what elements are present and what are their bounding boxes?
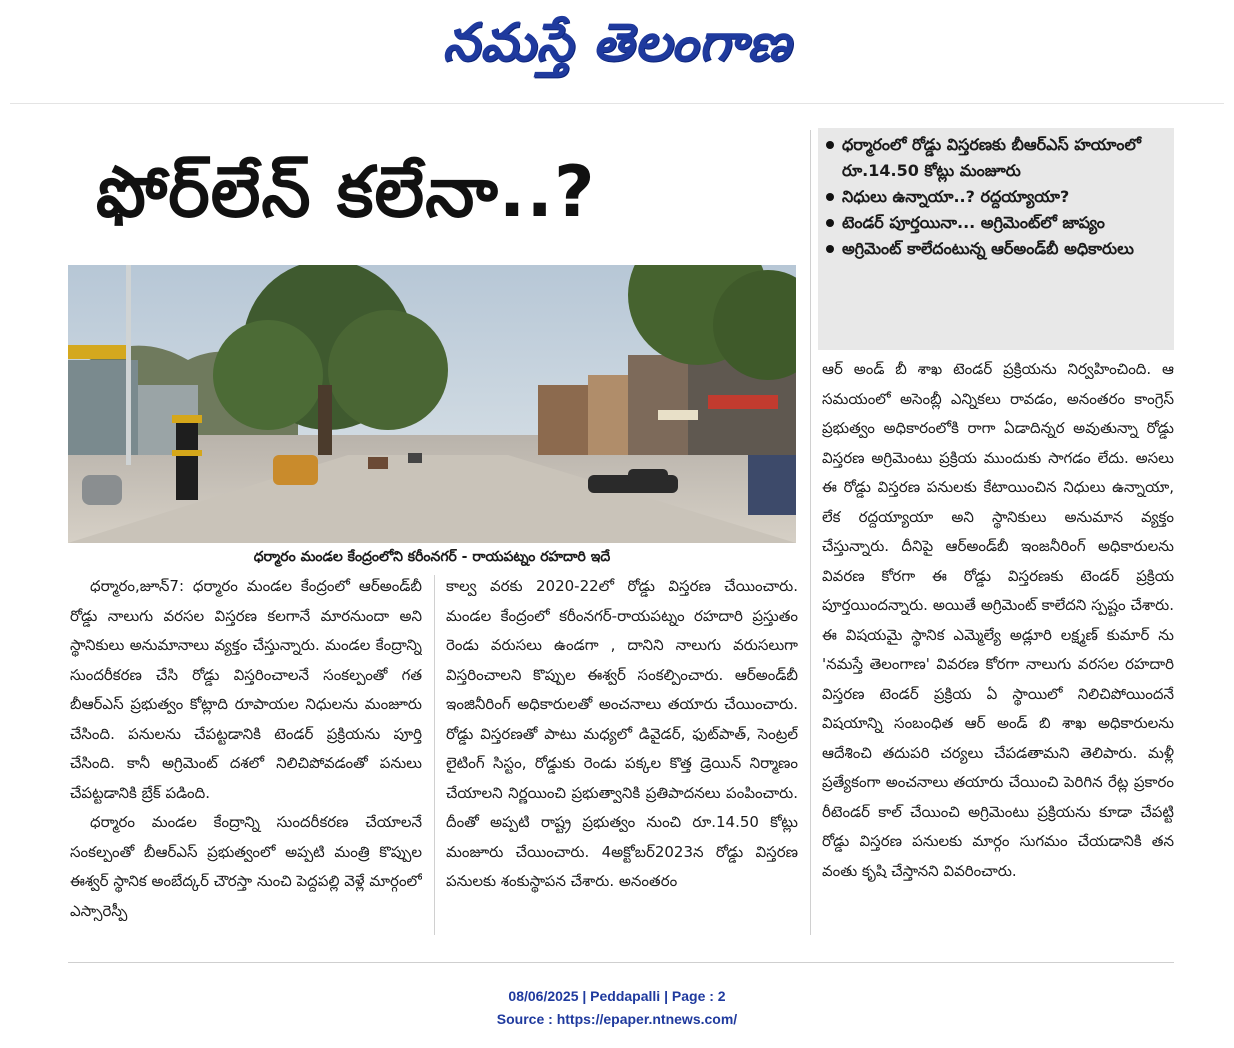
- street-photo-illustration: [68, 265, 796, 543]
- article-column-3: [822, 355, 1174, 945]
- article-column-1: [70, 572, 422, 942]
- newspaper-logo: నమస్తే తెలంగాణ: [442, 12, 792, 73]
- masthead: [0, 4, 1234, 94]
- highlight-item: ధర్మారంలో రోడ్డు విస్తరణకు బీఆర్ఎస్ హయాంలో రూ.14.50 కోట్లు మంజూరు: [826, 132, 1164, 184]
- source-link[interactable]: Source : https://epaper.ntnews.com/: [496, 1011, 738, 1027]
- column-divider: [810, 130, 811, 935]
- photo-caption: ధర్మారం మండల కేంద్రంలోని కరీంనగర్ - రాయపట్నం రహదారి ఇదే: [253, 549, 611, 565]
- masthead-divider: [10, 103, 1224, 104]
- article-headline: ఫోర్‌లేన్ కలేనా..?: [96, 151, 596, 233]
- article-paragraph: కాల్వ వరకు 2020-22లో రోడ్డు విస్తరణ చేయించారు. మండల కేంద్రంలో కరీంనగర్-రాయపట్నం రహదారి ప్రస్తుతం రెండు వరుసలు ఉండగా , దానిని నాలుగు వరుసలుగా విస్తరించాలని కొప్పుల ఈశ్వర్ సంకల్పించారు. ఆర్‌అండ్‌బీ ఇంజినీరింగ్ అధికారులతో అంచనాలు తయారు చేయించారు. రోడ్డు విస్తరణతో పాటు మధ్యలో డివైడర్, ఫుట్‌పాత్, సెంట్రల్ లైటింగ్ సిస్టం, రోడ్డుకు రెండు పక్కల కొత్త డ్రెయిన్ నిర్మాణం చేయాలని నిర్ణయించి ప్రభుత్వానికి ప్రతిపాదనలు పంపించారు. దీంతో అప్పటి రాష్ట్ర ప్రభుత్వం నుంచి రూ.14.50 కోట్లు మంజూరు చేయించారు. 4అక్టోబర్2023న రోడ్డు విస్తరణ పనులకు శంకుస్థాపన చేశారు. అనంతరం: [446, 577, 798, 890]
- article-paragraph: ధర్మారం మండల కేంద్రాన్ని సుందరీకరణ చేయాలనే సంకల్పంతో బీఆర్ఎస్ ప్రభుత్వంలో అప్పటి మంత్రి కొప్పుల ఈశ్వర్ స్థానిక అంబేద్కర్ చౌరస్తా నుంచి పెద్దపల్లి వెళ్లే మార్గంలో ఎస్సారెస్పీ: [70, 813, 422, 920]
- article-photo: [68, 265, 796, 543]
- article-column-2: [446, 572, 798, 942]
- article-paragraph: ధర్మారం,జూన్7: ధర్మారం మండల కేంద్రంలో ఆర్‌అండ్‌బీ రోడ్డు నాలుగు వరసల విస్తరణ కలగానే మారనుందా అని స్థానికులు అనుమానాలు వ్యక్తం చేస్తున్నారు. మండల కేంద్రాన్ని సుందరీకరణ చేసి రోడ్డు విస్తరించాలనే సంకల్పంతో గత బీఆర్ఎస్ ప్రభుత్వం కోట్లాది రూపాయల నిధులను మంజూరు చేసింది. పనులను చేపట్టడానికి టెండర్ ప్రక్రియను పూర్తి చేసింది. కానీ అగ్రిమెంట్ దశలో నిలిచిపోవడంతో పనులు చేపట్టడానికి బ్రేక్ పడింది.: [70, 577, 422, 802]
- footer-divider: [68, 962, 1174, 963]
- highlight-item: టెండర్ పూర్తయినా... అగ్రిమెంట్‌లో జాప్యం: [826, 210, 1164, 236]
- article-paragraph: ఆర్ అండ్ బీ శాఖ టెండర్ ప్రక్రియను నిర్వహించింది. ఆ సమయంలో అసెంబ్లీ ఎన్నికలు రావడం, అనంతరం కాంగ్రెస్ ప్రభుత్వం అధికారంలోకి రాగా ఏడాదిన్నర అవుతున్నా రోడ్డు విస్తరణ అగ్రిమెంటు ప్రక్రియ ముందుకు సాగడం లేదు. అసలు ఈ రోడ్డు విస్తరణ పనులకు కేటాయించిన నిధులు ఉన్నాయా, లేక రద్దయ్యాయా అని స్థానికులు అనుమాన వ్యక్తం చేస్తున్నారు. దీనిపై ఆర్‌అండ్‌బీ ఇంజనీరింగ్ అధికారులను వివరణ కోరగా ఈ రోడ్డు విస్తరణకు టెండర్ ప్రక్రియ పూర్తయిందన్నారు. అయితే అగ్రిమెంట్ కాలేదని స్పష్టం చేశారు. ఈ విషయమై స్థానిక ఎమ్మెల్యే అడ్లూరి లక్ష్మణ్ కుమార్ ను 'నమస్తే తెలంగాణ' వివరణ కోరగా నాలుగు వరసల రహదారి విస్తరణ టెండర్ ప్రక్రియ ఏ స్థాయిలో నిలిచిపోయిందనే విషయాన్ని సంబంధిత ఆర్ అండ్ బి శాఖ అధికారులను ఆదేశించి తదుపరి చర్యలు చేపడతామని తెలిపారు. మళ్లీ ప్రత్యేకంగా అంచనాలు తయారు చేయించి పెరిగిన రేట్ల ప్రకారం రీటెండర్ కాల్ చేయించి అగ్రిమెంటు ప్రక్రియను కూడా చేపట్టి రోడ్డు విస్తరణ పనులకు మార్గం సుగమం చేయడానికి తన వంతు కృషి చేస్తానని వివరించారు.: [822, 360, 1174, 880]
- highlight-item: అగ్రిమెంట్ కాలేదంటున్న ఆర్‌అండ్‌బీ అధికారులు: [826, 236, 1164, 262]
- page-info: 08/06/2025 | Peddapalli | Page : 2: [508, 988, 726, 1004]
- column-divider: [434, 575, 435, 935]
- highlights-box: [818, 128, 1174, 350]
- highlight-item: నిధులు ఉన్నాయా..? రద్దయ్యాయా?: [826, 184, 1164, 210]
